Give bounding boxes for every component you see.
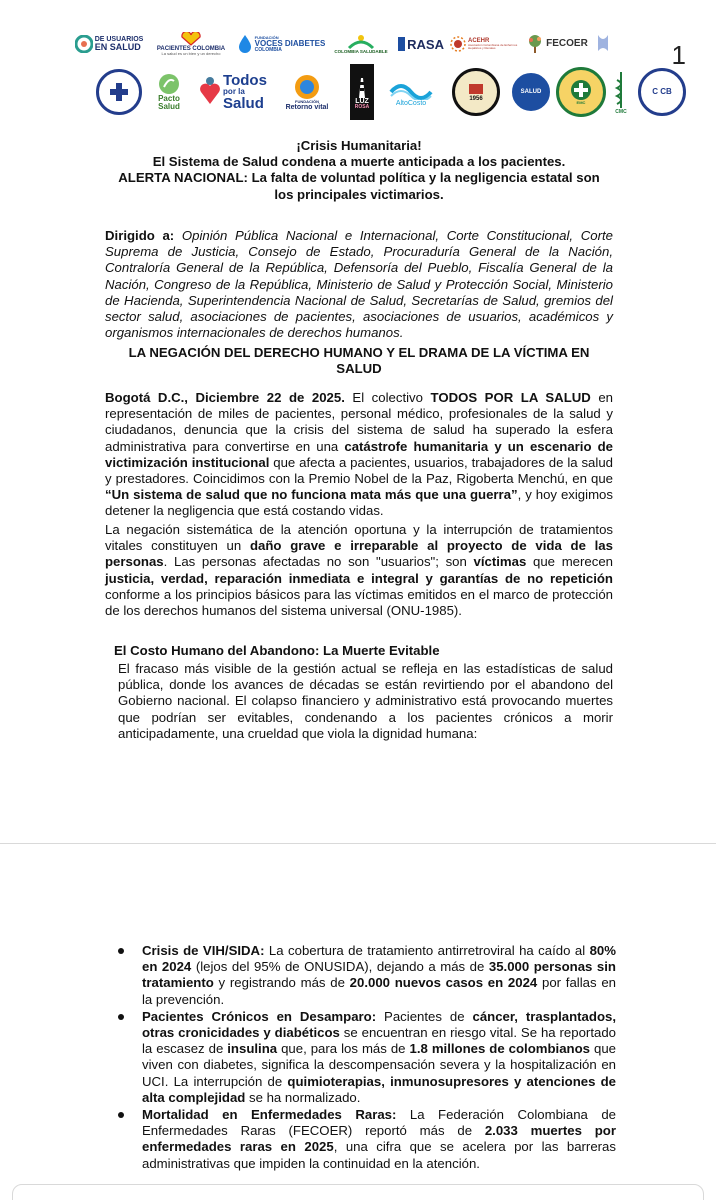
text-run: El colectivo [344,390,431,405]
list-item [114,1107,616,1172]
runner-icon [341,34,381,50]
tree-icon [526,34,544,54]
logo-alto-costo: AltoCosto [380,66,442,118]
page-number: 1 [671,40,686,70]
header-line-1: ¡Crisis Humanitaria! [296,138,422,153]
ribbon-icon [594,33,612,55]
caduceus-icon [614,70,628,110]
emphasis-run: catástrofe humanitaria y un escenario de victimización institucional [105,438,613,470]
text-run: en representación de miles de pacientes, personal médico, profesionales de la salud y ciudadanos, denuncia que la crisis del sistema de salud ha superado la esfera administrativa para convertirse en una [105,390,614,454]
logo-colombia-saludable: COLOMBIA SALUDABLE [328,29,394,59]
logo-essalud: SALUD [512,73,550,111]
text-run: . Las personas afectadas no son "usuarios"; son [163,554,474,570]
medical-emblem-icon [570,79,592,101]
emphasis-run: 35.000 personas sin tratamiento [142,959,616,991]
text-run: se encuentran en riesgo vital. Se ha reportado la escasez de [142,1025,616,1057]
bullet-list [114,943,616,1172]
section-title: LA NEGACIÓN DEL DERECHO HUMANO Y EL DRAMA DE LA VÍCTIMA EN SALUD [128,345,590,377]
text-run: que viven con diabetes, significa la descompensación severa y la hospitalización en UCI. La interrupción de [142,1041,617,1089]
people-icon [75,35,93,53]
logo-fecoer: FECOER [524,29,590,59]
paragraph-intro [105,390,613,520]
drop-icon [237,34,253,54]
emphasis-run: insulina [227,1041,278,1057]
list-item [114,1009,616,1106]
logo-cmc: CMC [610,66,632,118]
text-run: por fallas en la prevención. [142,975,616,1007]
globe-icon [294,74,320,100]
text-run: Pacientes de [376,1008,473,1024]
logo-pacientes-colombia: PACIENTES COLOMBIA La salud es un bien y un derecho [152,29,230,59]
bullet-dot [118,1014,124,1020]
text-run: que, para los más de [277,1041,410,1057]
logo-acehr: ACEHR Asociación Colombiana de Enfermos Hepáticos y Renales [448,29,522,59]
emphasis-run: 20.000 nuevos casos en 2024 [349,975,538,991]
bullet-dot [118,948,124,954]
subsection-title [114,643,622,659]
quote-run: “Un sistema de salud que no funciona mata más que una guerra” [105,487,518,503]
logo-luz-rosa: LUZ ROSA [350,64,374,120]
addressees-paragraph [105,228,613,341]
text-run: que merecen [526,554,614,570]
addressees-label: Dirigido a: [105,228,175,243]
logo-ccb: C CB [638,68,686,116]
text-run: , una cifra que se acelera por las barreras administrativas que impiden la continuidad en la atención. [142,1139,616,1171]
text-run: conforme a los principios básicos para las víctimas emitidos en el marco de protección de los derechos humanos del sistema universal (ONU-1985). [105,586,613,619]
text-run: (lejos del 95% de ONUSIDA), dejando a más de [191,959,489,975]
logo-todos-por-la-salud: Todos por la Salud [194,66,272,118]
addressees-text: Opinión Pública Nacional e Internacional, Corte Constitucional, Corte Suprema de Justicia, Consejo de Estado, Procuraduría General de la Nación, Contraloría General de la República, Defensoría del Pueblo, Fiscalía General de la Nación, Congreso de la República, Ministerio de Salud y Protección Social, Ministerio de Hacienda, Superintendencia Nacional de Salud, Secretarías de Salud, gremios del sector salud, asociaciones de pacientes, asociaciones de usuarios, académicos y organismos internacionales de derechos humanos. [105,228,613,341]
logo-rasa: RASA [398,29,444,59]
paragraph-human-cost: El fracaso más visible de la gestión actual se refleja en las estadísticas de salud pública, donde los avances de décadas se están revirtiendo por el abandono del Gobierno nacional. El colapso financiero y administrativo está provocando muertes que podrían ser evitables, condenando a los pacientes crónicos a morir anticipadamente, una crueldad que viola la dignidad humana: [118,661,613,741]
bullet-list-container [114,943,616,1173]
logo-colegio-medico: EMC [556,67,606,117]
emphasis-run: 80% en 2024 [142,943,616,975]
sun-icon [450,36,466,52]
header-line-2: El Sistema de Salud condena a muerte anticipada a los pacientes. [152,154,566,170]
logo-voces-diabetes: FUNDACIÓN VOCES DIABETES COLOMBIA [236,29,326,59]
date-location: Bogotá D.C., Diciembre 22 de 2025. [105,390,345,405]
emphasis-run: daño grave e irreparable al proyecto de vida de las personas [105,538,613,570]
flag-heart-icon [180,32,202,46]
logo-row-bottom [96,62,686,122]
text-run: que afecta a pacientes, usuarios, trabajadores de la salud y prestadores. Coincidimos con la Premio Nobel de la Paz, Rigoberta Menchú, en que [105,454,613,487]
emphasis-run: 1.8 millones de colombianos [409,1041,591,1057]
text-run: y registrando más de [213,975,350,991]
text-run: La cobertura de tratamiento antirretroviral ha caído al [264,943,590,958]
page-divider [0,843,716,844]
bullet-dot [118,1112,124,1118]
text-run: La Federación Colombiana de Enfermedades Raras (FECOER) reportó más de [142,1107,616,1139]
cross-seal-icon [107,80,131,104]
logo-seal-1956: 1956 [452,68,500,116]
emphasis-run: justicia, verdad, reparación inmediata e integral y garantías de no repetición [105,570,613,586]
logo-pacto-salud: Pacto Salud [148,66,190,118]
list-item [114,943,616,1008]
logo-retorno-vital: FUNDACIÓN Retorno vital [276,66,338,118]
bullet-title: Mortalidad en Enfermedades Raras: [142,1107,397,1123]
emphasis-run: 2.033 muertes por enfermedades raras en 2025 [142,1123,616,1155]
paragraph-victims [105,522,613,619]
subsection-title-text: El Costo Humano del Abandono: La Muerte Evitable [114,643,440,658]
wave-icon [389,78,433,100]
bullet-title: Crisis de VIH/SIDA: [142,943,265,958]
bullet-title: Pacientes Crónicos en Desamparo: [142,1008,377,1024]
collective-name: TODOS POR LA SALUD [430,390,591,405]
header-line-3: ALERTA NACIONAL: La falta de voluntad política y la negligencia estatal son los principales victimarios. [118,170,600,202]
heart-figure-icon [199,76,221,108]
logo-seal-left [96,69,142,115]
next-page-edge [12,1184,704,1200]
emphasis-run: quimioterapias, inmunosupresores y atenciones de alta complejidad [142,1073,617,1105]
text-run: , y hoy exigimos detener la negligencia que está costando vidas. [105,487,613,519]
emphasis-run: víctimas [473,554,527,570]
logo-usuarios-salud: DE USUARIOS EN SALUD [72,29,146,59]
emblem-icon [467,82,485,96]
text-run: La negación sistemática de la atención oportuna y la interrupción de tratamientos vitales constituyen un [105,522,613,554]
leaf-icon [158,73,180,95]
lighthouse-icon [356,74,368,98]
emphasis-run: cáncer, trasplantados, otras cronicidades y diabéticos [142,1008,617,1041]
logo-row-top [72,26,612,62]
document-header [105,138,613,203]
text-run: se ha normalizado. [245,1089,361,1105]
